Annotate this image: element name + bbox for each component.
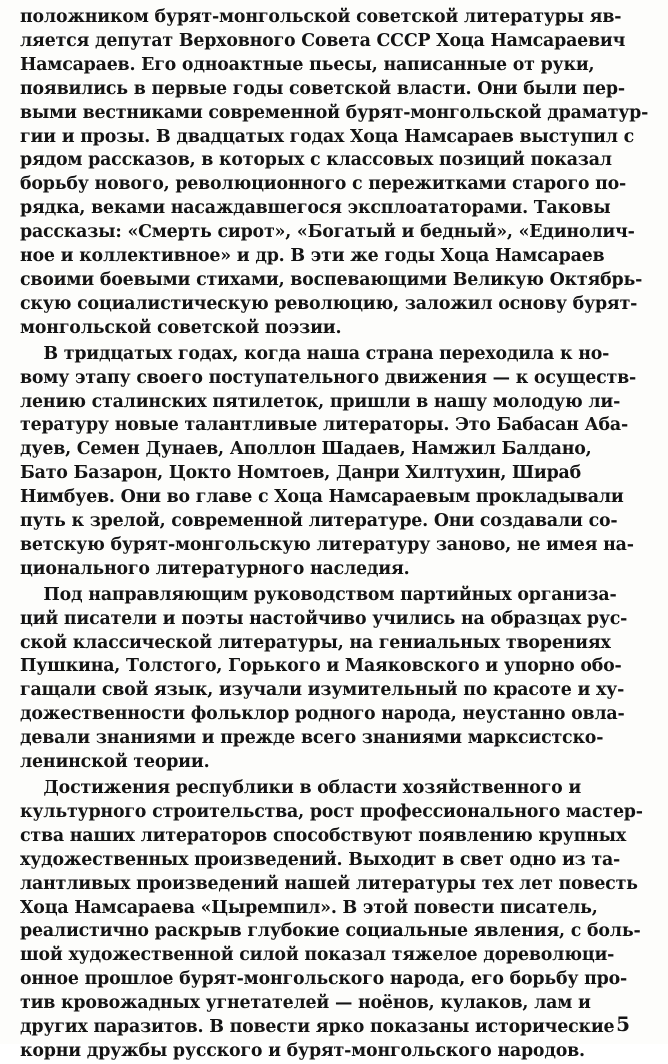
text-line: дуев, Семен Дунаев, Аполлон Шадаев, Намжил Балдано, (20, 439, 592, 460)
text-line: гащали свой язык, изучали изумительный по красоте и ху- (20, 680, 625, 701)
text-line: положником бурят-монгольской советской литературы яв- (20, 7, 622, 27)
text-line: Намсараев. Его одноактные пьесы, написанные от руки, (20, 54, 595, 75)
text-line: реалистично раскрыв глубокие социальные явления, с боль- (20, 921, 641, 942)
text-line: вому этапу своего поступательного движения — к осуществ- (20, 367, 636, 388)
text-line: Пушкина, Толстого, Горького и Маяковского и упорно обо- (20, 656, 622, 677)
text-line: скую социалистическую революцию, заложил основу бурят- (20, 293, 638, 314)
text-line: Достижения республики в области хозяйственного и (20, 778, 582, 798)
text-line: монгольской советской поэзии. (20, 317, 342, 338)
text-line: ляется депутат Верховного Совета СССР Хоца Намсараевич (20, 30, 626, 51)
text-line: борьбу нового, революционного с пережитками старого по- (20, 174, 627, 195)
text-line: ное и коллективное» и др. В эти же годы Хоца Намсараев (20, 246, 605, 267)
text-line: рядом рассказов, в которых с классовых позиций показал (20, 150, 612, 171)
text-line: выми вестниками современной бурят-монгольской драматур- (20, 102, 649, 123)
text-line: ства наших литераторов способствуют появлению крупных (20, 825, 627, 846)
text-line: ционального литературного наследия. (20, 558, 410, 579)
text-line: ций писатели и поэты настойчиво учились на образцах рус- (20, 608, 628, 629)
text-line: девали знаниями и прежде всего знаниями марксистско- (20, 728, 604, 749)
text-line: путь к зрелой, современной литературе. Они создавали со- (20, 511, 618, 532)
text-line: дожественности фольклор родного народа, неустанно овла- (20, 704, 625, 725)
text-line: онное прошлое бурят-монгольского народа, его борьбу про- (20, 969, 628, 990)
text-line: появились в первые годы советской власти. Они были пер- (20, 78, 625, 99)
text-line: лантливых произведений нашей литературы тех лет повесть (20, 873, 638, 894)
text-line: своими боевыми стихами, воспевающими Великую Октябрь- (20, 269, 643, 290)
text-line: Хоца Намсараева «Цыремпил». В этой повести писатель, (20, 897, 598, 918)
text-line: тив кровожадных угнетателей — ноёнов, кулаков, лам и (20, 993, 591, 1014)
text-line: других паразитов. В повести ярко показаны исторические (20, 1017, 615, 1038)
text-line: Под направляющим руководством партийных организа- (20, 584, 617, 605)
paragraph-2 (20, 343, 652, 582)
text-line: рядка, веками насаждавшегося эксплоататорами. Таковы (20, 198, 611, 219)
text-line: рассказы: «Смерть сирот», «Богатый и бедный», «Единолич- (20, 222, 635, 243)
text-line: ленинской теории. (20, 752, 210, 773)
text-line: гии и прозы. В двадцатых годах Хоца Намсараев выступил с (20, 126, 635, 147)
text-line: культурного строительства, рост профессионального мастер- (20, 801, 643, 822)
text-line: Бато Базарон, Цокто Номтоев, Данри Хилтухин, Шираб (20, 463, 582, 484)
text-line: корни дружбы русского и бурят-монгольского народов. (20, 1040, 585, 1061)
text-line: ветскую бурят-монгольскую литературу заново, не имея на- (20, 534, 634, 555)
text-line: ской классической литературы, на гениальных творениях (20, 632, 611, 653)
text-line: шой художественной силой показал тяжелое дореволюци- (20, 945, 615, 966)
text-line: Нимбуев. Они во главе с Хоца Намсараевым прокладывали (20, 487, 624, 508)
text-line: художественных произведений. Выходит в свет одно из та- (20, 849, 621, 870)
paragraph-1 (20, 6, 652, 341)
text-line: тературу новые талантливые литераторы. Это Бабасан Аба- (20, 415, 629, 436)
page-body (20, 6, 652, 1064)
page-number: 5 (616, 1012, 630, 1036)
text-line: В тридцатых годах, когда наша страна переходила к но- (20, 343, 610, 364)
paragraph-3 (20, 584, 652, 775)
text-line: лению сталинских пятилеток, пришли в нашу молодую ли- (20, 391, 621, 412)
paragraph-4 (20, 777, 652, 1064)
